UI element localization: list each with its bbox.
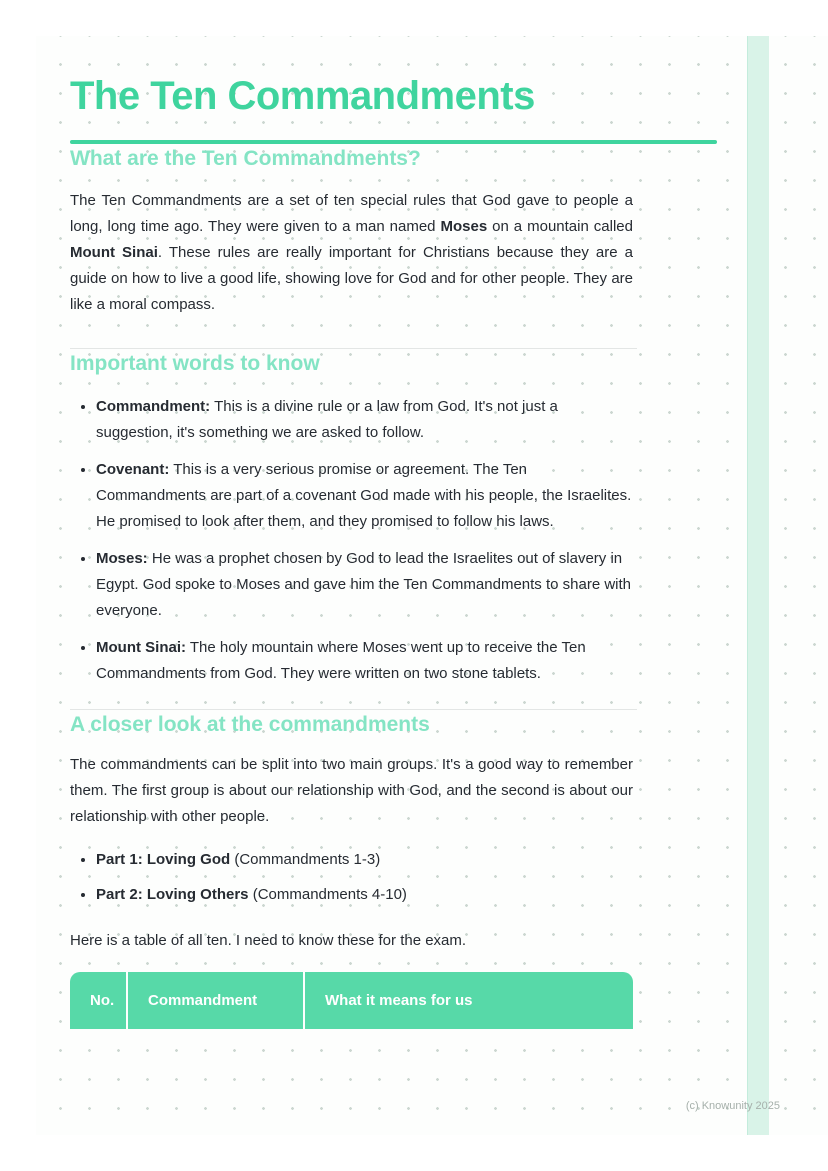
page-title: The Ten Commandments: [70, 74, 535, 118]
intro-paragraph: The Ten Commandments are a set of ten special rules that God gave to people a long, long time ago. They were given to a man named Moses on a mountain called Mount Sinai. These rules are really important for Christians because they are a guide on how to live a good life, showing love for God and for other people. They are like a moral compass.: [70, 192, 633, 313]
table-header-meaning: What it means for us: [325, 992, 473, 1009]
copyright-note: (c) Knowunity 2025: [685, 1100, 780, 1112]
commandments-table-header: [70, 972, 633, 1029]
section-heading-closer-look: A closer look at the commandments: [70, 713, 430, 736]
vocab-item-covenant: • Covenant: This is a very serious promise or agreement. The Ten Commandments are part of a covenant God made with his people, the Israelites. He promised to look after them, and they promised to follow his laws.: [96, 456, 633, 535]
part-1-item: • Part 1: Loving God (Commandments 1-3): [96, 846, 633, 873]
parts-list: [70, 846, 633, 908]
vocab-item-moses: • Moses: He was a prophet chosen by God to lead the Israelites out of slavery in Egypt. God spoke to Moses and gave him the Ten Commandments to share with everyone.: [96, 545, 633, 624]
vocab-list: [70, 393, 633, 687]
section-heading-vocab: Important words to know: [70, 352, 320, 375]
vocab-item-commandment: • Commandment: This is a divine rule or a law from God. It's not just a suggestion, it's something we are asked to follow.: [96, 393, 633, 446]
part-2-item: • Part 2: Loving Others (Commandments 4-10): [96, 881, 633, 908]
section-heading-intro: What are the Ten Commandments?: [70, 147, 421, 170]
page-edge-ribbon: [747, 36, 769, 1135]
table-lead-in: Here is a table of all ten. I need to know these for the exam.: [70, 932, 467, 949]
table-header-no: No.: [70, 972, 128, 1029]
table-header-commandment: Commandment: [128, 972, 305, 1029]
vocab-item-mount-sinai: • Mount Sinai: The holy mountain where Moses went up to receive the Ten Commandments from God. They were written on two stone tablets.: [96, 634, 633, 687]
closer-look-paragraph: The commandments can be split into two main groups. It's a good way to remember them. The first group is about our relationship with God, and the second is about our relationship with other people.: [70, 756, 633, 825]
document: [70, 72, 717, 1029]
